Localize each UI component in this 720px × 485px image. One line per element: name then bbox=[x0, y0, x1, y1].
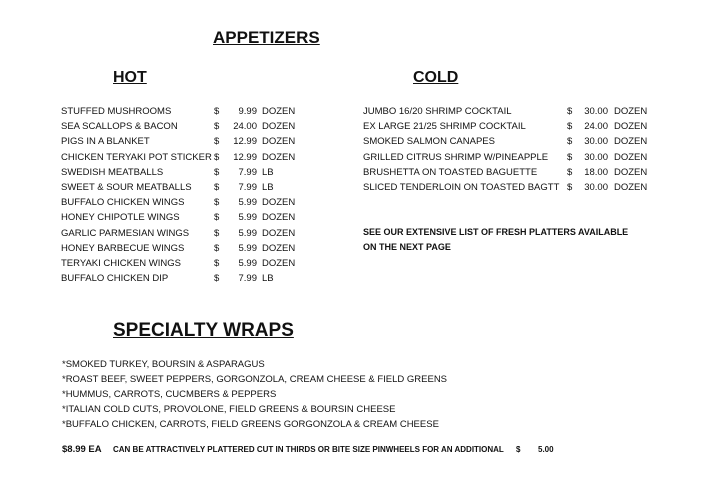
menu-item-currency: $ bbox=[214, 242, 220, 254]
menu-item-unit: DOZEN bbox=[262, 242, 296, 254]
menu-item-currency: $ bbox=[567, 106, 573, 117]
menu-item-row bbox=[61, 150, 361, 165]
menu-item-currency: $ bbox=[567, 166, 573, 178]
platters-note-line1: SEE OUR EXTENSIVE LIST OF FRESH PLATTERS AVAILABLE bbox=[363, 227, 629, 237]
menu-item-unit: DOZEN bbox=[614, 106, 648, 117]
menu-item-currency: $ bbox=[214, 227, 220, 239]
menu-item-currency: $ bbox=[214, 258, 220, 269]
menu-item-row bbox=[61, 104, 361, 119]
menu-item-price: 30.00 bbox=[584, 106, 608, 117]
menu-item-price: 24.00 bbox=[584, 121, 608, 133]
menu-item-name: STUFFED MUSHROOMS bbox=[61, 106, 172, 117]
menu-item-name: SWEET & SOUR MEATBALLS bbox=[61, 182, 192, 193]
wrap-platter-text: CAN BE ATTRACTIVELY PLATTERED CUT IN THIRDS OR BITE SIZE PINWHEELS FOR AN ADDITIONAL bbox=[113, 445, 504, 454]
menu-item-row bbox=[363, 150, 663, 165]
menu-item-unit: DOZEN bbox=[262, 227, 296, 239]
wrap-item: *ROAST BEEF, SWEET PEPPERS, GORGONZOLA, CREAM CHEESE & FIELD GREENS bbox=[62, 374, 448, 385]
menu-item-unit: DOZEN bbox=[262, 121, 296, 133]
platters-note-line2: ON THE NEXT PAGE bbox=[363, 242, 451, 252]
menu-item-name: PIGS IN A BLANKET bbox=[61, 136, 150, 148]
menu-item-price: 12.99 bbox=[233, 136, 257, 148]
menu-item-currency: $ bbox=[567, 151, 573, 163]
menu-item-row bbox=[61, 195, 361, 210]
menu-item-currency: $ bbox=[214, 151, 220, 163]
menu-item-unit: LB bbox=[262, 273, 274, 285]
menu-item-unit: DOZEN bbox=[262, 212, 296, 224]
menu-item-name: SEA SCALLOPS & BACON bbox=[61, 121, 178, 133]
menu-item-row bbox=[61, 210, 361, 225]
menu-item-unit: DOZEN bbox=[262, 197, 296, 209]
wrap-item: *HUMMUS, CARROTS, CUCMBERS & PEPPERS bbox=[62, 389, 277, 400]
menu-item-row bbox=[61, 256, 361, 271]
menu-item-price: 30.00 bbox=[584, 182, 608, 193]
menu-item-name: HONEY CHIPOTLE WINGS bbox=[61, 212, 180, 224]
menu-item-currency: $ bbox=[567, 136, 573, 148]
menu-item-row bbox=[363, 104, 663, 119]
menu-item-price: 9.99 bbox=[238, 106, 257, 117]
menu-item-row bbox=[61, 241, 361, 256]
menu-item-row bbox=[61, 226, 361, 241]
menu-item-name: JUMBO 16/20 SHRIMP COCKTAIL bbox=[363, 106, 512, 117]
menu-item-unit: DOZEN bbox=[262, 136, 296, 148]
menu-item-price: 30.00 bbox=[584, 136, 608, 148]
menu-item-currency: $ bbox=[214, 197, 220, 209]
menu-item-name: SLICED TENDERLOIN ON TOASTED BAGTT bbox=[363, 182, 560, 193]
menu-item-name: GRILLED CITRUS SHRIMP W/PINEAPPLE bbox=[363, 151, 549, 163]
menu-item-unit: DOZEN bbox=[614, 136, 648, 148]
menu-item-unit: DOZEN bbox=[614, 182, 648, 193]
menu-item-unit: LB bbox=[262, 182, 274, 193]
menu-item-currency: $ bbox=[214, 273, 220, 285]
menu-item-currency: $ bbox=[567, 121, 573, 133]
menu-item-price: 7.99 bbox=[238, 166, 257, 178]
menu-item-price: 12.99 bbox=[233, 151, 257, 163]
menu-item-currency: $ bbox=[214, 136, 220, 148]
menu-item-price: 5.99 bbox=[238, 242, 257, 254]
menu-item-row bbox=[61, 134, 361, 149]
menu-item-name: EX LARGE 21/25 SHRIMP COCKTAIL bbox=[363, 121, 526, 133]
menu-item-name: SWEDISH MEATBALLS bbox=[61, 166, 164, 178]
menu-item-price: 5.99 bbox=[238, 258, 257, 269]
menu-item-name: HONEY BARBECUE WINGS bbox=[61, 242, 185, 254]
menu-item-name: SMOKED SALMON CANAPES bbox=[363, 136, 495, 148]
menu-item-row bbox=[363, 134, 663, 149]
menu-item-unit: DOZEN bbox=[262, 258, 296, 269]
wrap-item: *ITALIAN COLD CUTS, PROVOLONE, FIELD GREENS & BOURSIN CHEESE bbox=[62, 404, 396, 415]
wrap-platter-currency: $ bbox=[516, 445, 521, 454]
menu-item-price: 5.99 bbox=[238, 212, 257, 224]
menu-item-name: BUFFALO CHICKEN DIP bbox=[61, 273, 169, 285]
menu-item-currency: $ bbox=[567, 182, 573, 193]
menu-item-currency: $ bbox=[214, 106, 220, 117]
menu-item-unit: DOZEN bbox=[614, 166, 648, 178]
menu-item-currency: $ bbox=[214, 182, 220, 193]
menu-item-unit: DOZEN bbox=[614, 121, 648, 133]
menu-item-row bbox=[363, 180, 663, 195]
wrap-price: $8.99 EA bbox=[62, 444, 102, 455]
menu-item-name: TERYAKI CHICKEN WINGS bbox=[61, 258, 181, 269]
page-title: APPETIZERS bbox=[213, 28, 320, 47]
wraps-heading: SPECIALTY WRAPS bbox=[113, 320, 294, 341]
menu-item-row bbox=[61, 271, 361, 286]
menu-item-row bbox=[363, 165, 663, 180]
menu-item-currency: $ bbox=[214, 121, 220, 133]
menu-item-price: 30.00 bbox=[584, 151, 608, 163]
menu-item-price: 5.99 bbox=[238, 227, 257, 239]
menu-item-name: BRUSHETTA ON TOASTED BAGUETTE bbox=[363, 166, 538, 178]
menu-item-currency: $ bbox=[214, 166, 220, 178]
menu-item-price: 24.00 bbox=[233, 121, 257, 133]
menu-item-name: CHICKEN TERYAKI POT STICKER bbox=[61, 151, 212, 163]
menu-item-row bbox=[61, 119, 361, 134]
menu-item-unit: DOZEN bbox=[614, 151, 648, 163]
menu-item-currency: $ bbox=[214, 212, 220, 224]
menu-item-row bbox=[363, 119, 663, 134]
wrap-platter-amount: 5.00 bbox=[538, 445, 554, 454]
menu-item-name: GARLIC PARMESIAN WINGS bbox=[61, 227, 190, 239]
menu-item-row bbox=[61, 180, 361, 195]
menu-item-price: 7.99 bbox=[238, 182, 257, 193]
menu-item-price: 5.99 bbox=[238, 197, 257, 209]
wrap-item: *SMOKED TURKEY, BOURSIN & ASPARAGUS bbox=[62, 359, 265, 370]
menu-item-row bbox=[61, 165, 361, 180]
menu-item-price: 18.00 bbox=[584, 166, 608, 178]
menu-item-unit: DOZEN bbox=[262, 106, 296, 117]
hot-heading: HOT bbox=[113, 69, 147, 86]
menu-item-name: BUFFALO CHICKEN WINGS bbox=[61, 197, 185, 209]
cold-heading: COLD bbox=[413, 69, 459, 86]
wrap-item: *BUFFALO CHICKEN, CARROTS, FIELD GREENS GORGONZOLA & CREAM CHEESE bbox=[62, 419, 439, 430]
menu-item-unit: DOZEN bbox=[262, 151, 296, 163]
menu-item-price: 7.99 bbox=[238, 273, 257, 285]
menu-item-unit: LB bbox=[262, 166, 274, 178]
